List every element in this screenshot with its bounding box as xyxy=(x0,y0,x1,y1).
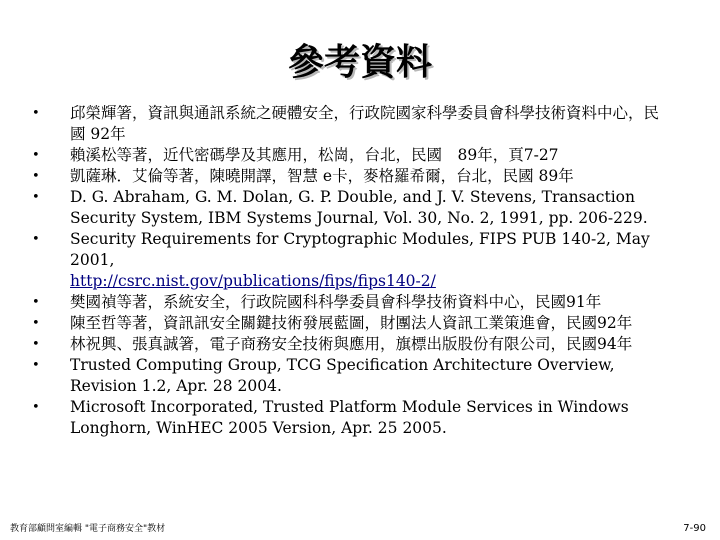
reference-text: 樊國禎等著，系統安全，行政院國科科學委員會科學技術資料中心，民國91年 xyxy=(70,293,602,311)
reference-item xyxy=(22,397,662,439)
footer-source: 教育部顧問室編輯 "電子商務安全"教材 xyxy=(10,524,166,534)
reference-text: 凱薩琳．艾倫等著，陳曉開譯，智慧 e卡，麥格羅希爾，台北，民國 89年 xyxy=(70,167,574,185)
reference-text: 陳至哲等著，資訊訊安全關鍵技術發展藍圖，財團法人資訊工業策進會，民國92年 xyxy=(70,314,633,332)
reference-list xyxy=(22,103,662,439)
bullet-icon: • xyxy=(32,148,40,163)
bullet-icon: • xyxy=(32,358,40,373)
reference-item xyxy=(22,313,662,334)
bullet-icon: • xyxy=(32,232,40,247)
reference-item xyxy=(22,103,662,145)
reference-text: D. G. Abraham, G. M. Dolan, G. P. Double, and J. V. Stevens, Transaction Security System, IBM Systems Journal, Vol. 30, No. 2, 1991, pp. 206-229. xyxy=(70,188,648,227)
reference-text: Trusted Computing Group, TCG Specification Architecture Overview, Revision 1.2, Apr. 28 2004. xyxy=(70,356,615,395)
bullet-icon: • xyxy=(32,169,40,184)
reference-item xyxy=(22,187,662,229)
bullet-icon: • xyxy=(32,316,40,331)
reference-item xyxy=(22,334,662,355)
reference-item xyxy=(22,166,662,187)
reference-text: 邱榮輝箸，資訊與通訊系統之硬體安全，行政院國家科學委員會科學技術資料中心，民國 92年 xyxy=(70,104,660,143)
fips-link[interactable]: http://csrc.nist.gov/publications/fips/fips140-2/ xyxy=(70,272,436,290)
reference-item xyxy=(22,355,662,397)
reference-text: Security Requirements for Cryptographic Modules, FIPS PUB 140-2, May 2001, xyxy=(70,230,650,269)
reference-text: 林祝興、張真誠箸，電子商務安全技術與應用，旗標出版股份有限公司，民國94年 xyxy=(70,335,633,353)
bullet-icon: • xyxy=(32,106,40,121)
reference-item xyxy=(22,145,662,166)
bullet-icon: • xyxy=(32,400,40,415)
reference-item xyxy=(22,229,662,292)
page-number: 7-90 xyxy=(683,523,706,534)
page-title: 參考資料 xyxy=(287,42,432,83)
reference-text: 賴溪松等著，近代密碼學及其應用，松崗，台北，民國 89年，頁7-27 xyxy=(70,146,559,164)
reference-text: Microsoft Incorporated, Trusted Platform Module Services in Windows Longhorn, WinHEC 2005 Version, Apr. 25 2005. xyxy=(70,398,629,437)
bullet-icon: • xyxy=(32,337,40,352)
reference-item xyxy=(22,292,662,313)
bullet-icon: • xyxy=(32,295,40,310)
bullet-icon: • xyxy=(32,190,40,205)
